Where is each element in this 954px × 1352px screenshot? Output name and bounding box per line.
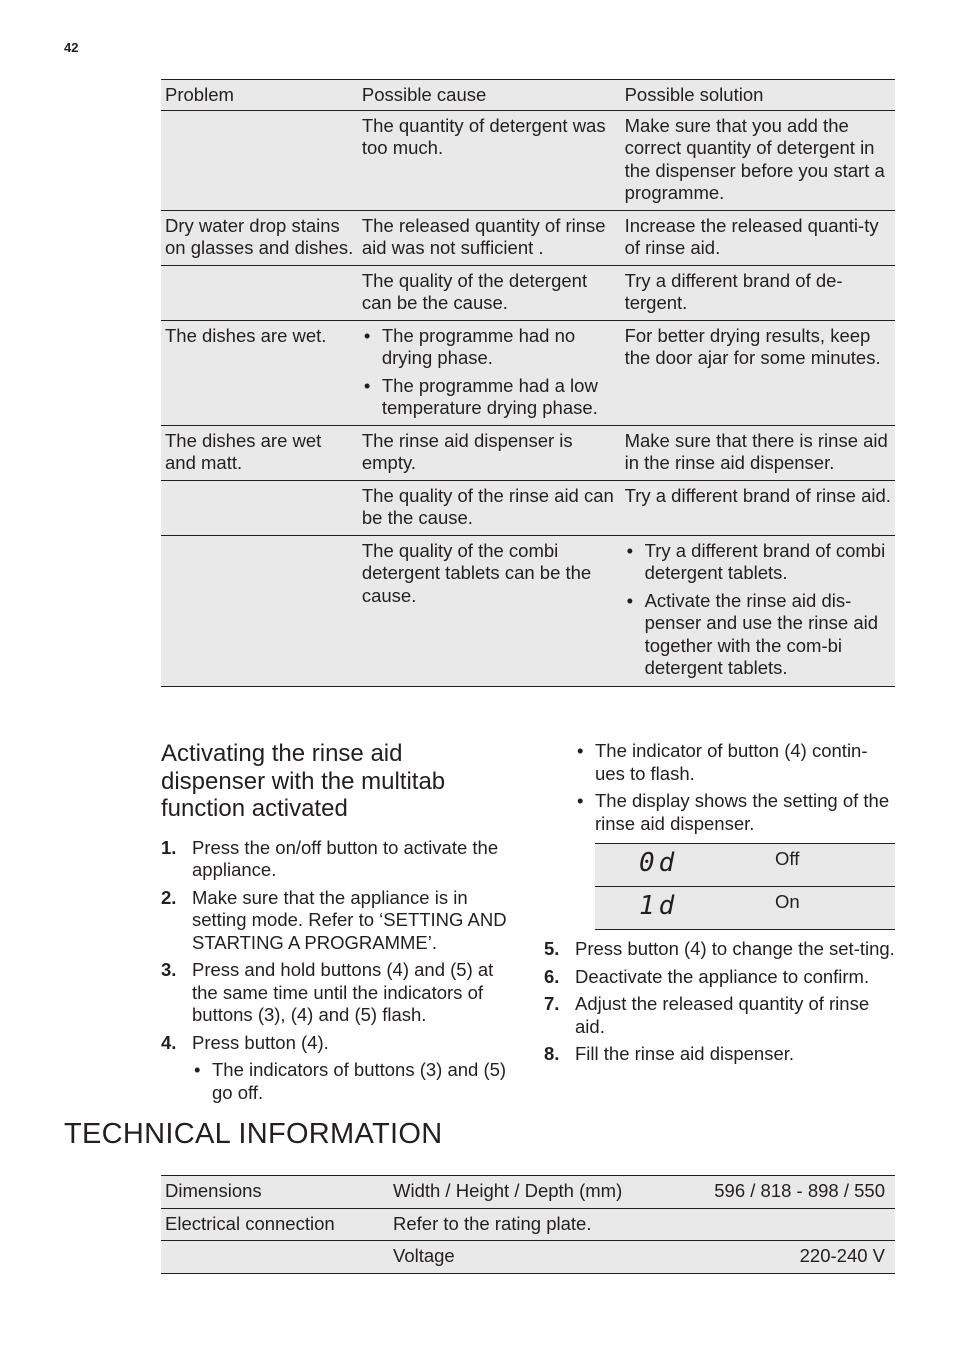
bullet-item: • Try a different brand of combi detergent tablets. <box>625 540 891 585</box>
spec-detail: Refer to the rating plate. <box>389 1208 698 1241</box>
bullet-item: • The indicator of button (4) contin-ues to flash. <box>575 740 896 785</box>
step-text: Press button (4) to change the set-ting. <box>575 938 895 959</box>
cause-cell: The quantity of detergent was too much. <box>358 110 621 210</box>
table-row <box>161 535 895 686</box>
step-number: 7. <box>544 993 560 1014</box>
table-row <box>161 425 895 480</box>
step-number: 2. <box>161 886 177 908</box>
technical-information-table <box>161 1175 895 1274</box>
table-row <box>161 1241 895 1274</box>
step-item <box>544 993 896 1038</box>
problem-cell <box>161 110 358 210</box>
status-bullet-list <box>575 740 896 835</box>
table-row <box>161 110 895 210</box>
rinse-aid-right-column <box>544 740 896 1071</box>
solution-cell: Try a different brand of de-tergent. <box>621 265 895 320</box>
cause-cell <box>358 320 621 425</box>
bullet-item: • The programme had no drying phase. <box>362 325 617 370</box>
step-item <box>544 966 896 989</box>
display-label: Off <box>771 844 895 887</box>
technical-information-heading: TECHNICAL INFORMATION <box>64 1118 443 1150</box>
cause-cell: The released quantity of rinse aid was not sufficient . <box>358 210 621 265</box>
spec-label: Electrical connection <box>161 1208 389 1241</box>
spec-value: 220-240 V <box>698 1241 895 1274</box>
step-item <box>161 959 513 1027</box>
step-item <box>544 938 896 961</box>
step-text: Press and hold buttons (4) and (5) at the same time until the indicators of buttons (3), (4) and (5) flash. <box>192 959 494 1025</box>
step-number: 4. <box>161 1031 177 1053</box>
display-label: On <box>771 887 895 930</box>
spec-label <box>161 1241 389 1274</box>
table-row <box>161 265 895 320</box>
problem-cell: The dishes are wet. <box>161 320 358 425</box>
spec-value: 596 / 818 - 898 / 550 <box>698 1176 895 1209</box>
step-text: Adjust the released quantity of rinse aid. <box>575 993 870 1037</box>
step-number: 5. <box>544 938 560 959</box>
problem-cell <box>161 480 358 535</box>
column-header-solution: Possible solution <box>621 80 895 111</box>
solution-cell: Increase the released quanti-ty of rinse aid. <box>621 210 895 265</box>
step-text: Press button (4). <box>192 1031 329 1053</box>
cause-cell: The quality of the detergent can be the cause. <box>358 265 621 320</box>
problem-cell <box>161 265 358 320</box>
solution-bullet-list <box>625 540 891 680</box>
step-item <box>544 1043 896 1066</box>
step-sub-list <box>192 1059 513 1104</box>
section-heading: Activating the rinse aid dispenser with the multitab function activated <box>161 740 446 822</box>
display-setting-table <box>595 843 895 930</box>
step-item <box>161 837 513 882</box>
bullet-item: • The display shows the setting of the rinse aid dispenser. <box>575 790 896 835</box>
troubleshooting-table <box>161 79 895 687</box>
solution-cell <box>621 535 895 686</box>
cause-cell: The quality of the rinse aid can be the cause. <box>358 480 621 535</box>
step-number: 3. <box>161 959 177 980</box>
step-list <box>544 938 896 1066</box>
table-row <box>595 887 895 930</box>
step-item <box>161 887 513 955</box>
spec-detail: Width / Height / Depth (mm) <box>389 1176 698 1209</box>
cause-bullet-list <box>362 325 617 420</box>
rinse-aid-left-column <box>161 740 513 1109</box>
step-item <box>161 1032 513 1105</box>
table-row <box>161 320 895 425</box>
solution-cell: Make sure that there is rinse aid in the rinse aid dispenser. <box>621 425 895 480</box>
solution-cell: For better drying results, keep the door ajar for some minutes. <box>621 320 895 425</box>
display-code: 0d <box>595 844 771 887</box>
step-number: 6. <box>544 965 560 987</box>
table-row <box>161 1208 895 1241</box>
step-list <box>161 837 513 1105</box>
cause-cell: The rinse aid dispenser is empty. <box>358 425 621 480</box>
column-header-problem: Problem <box>161 80 358 111</box>
page-number: 42 <box>64 40 79 55</box>
display-code: 1d <box>595 887 771 930</box>
solution-cell: Make sure that you add the correct quantity of detergent in the dispenser before you start a programme. <box>621 110 895 210</box>
step-number: 8. <box>544 1043 560 1064</box>
bullet-item: • The programme had a low temperature drying phase. <box>362 375 617 420</box>
bullet-item: • Activate the rinse aid dis-penser and use the rinse aid together with the com-bi detergent tablets. <box>625 590 891 680</box>
spec-value <box>698 1208 895 1241</box>
table-row <box>161 1176 895 1209</box>
problem-cell <box>161 535 358 686</box>
table-row <box>595 844 895 887</box>
table-row <box>161 210 895 265</box>
spec-label: Dimensions <box>161 1176 389 1209</box>
spec-detail: Voltage <box>389 1241 698 1274</box>
table-row <box>161 480 895 535</box>
step-text: Make sure that the appliance is in setting mode. Refer to ‘SETTING AND STARTING A PROGRAMME’. <box>192 886 507 953</box>
bullet-item: • The indicators of buttons (3) and (5) go off. <box>192 1059 513 1104</box>
step-text: Deactivate the appliance to confirm. <box>575 965 870 987</box>
step-text: Press the on/off button to activate the appliance. <box>192 836 499 880</box>
table-header-row <box>161 80 895 111</box>
column-header-cause: Possible cause <box>358 80 621 111</box>
cause-cell: The quality of the combi detergent tablets can be the cause. <box>358 535 621 686</box>
problem-cell: The dishes are wet and matt. <box>161 425 358 480</box>
step-text: Fill the rinse aid dispenser. <box>575 1043 795 1064</box>
solution-cell: Try a different brand of rinse aid. <box>621 480 895 535</box>
step-number: 1. <box>161 836 177 858</box>
problem-cell: Dry water drop stains on glasses and dishes. <box>161 210 358 265</box>
